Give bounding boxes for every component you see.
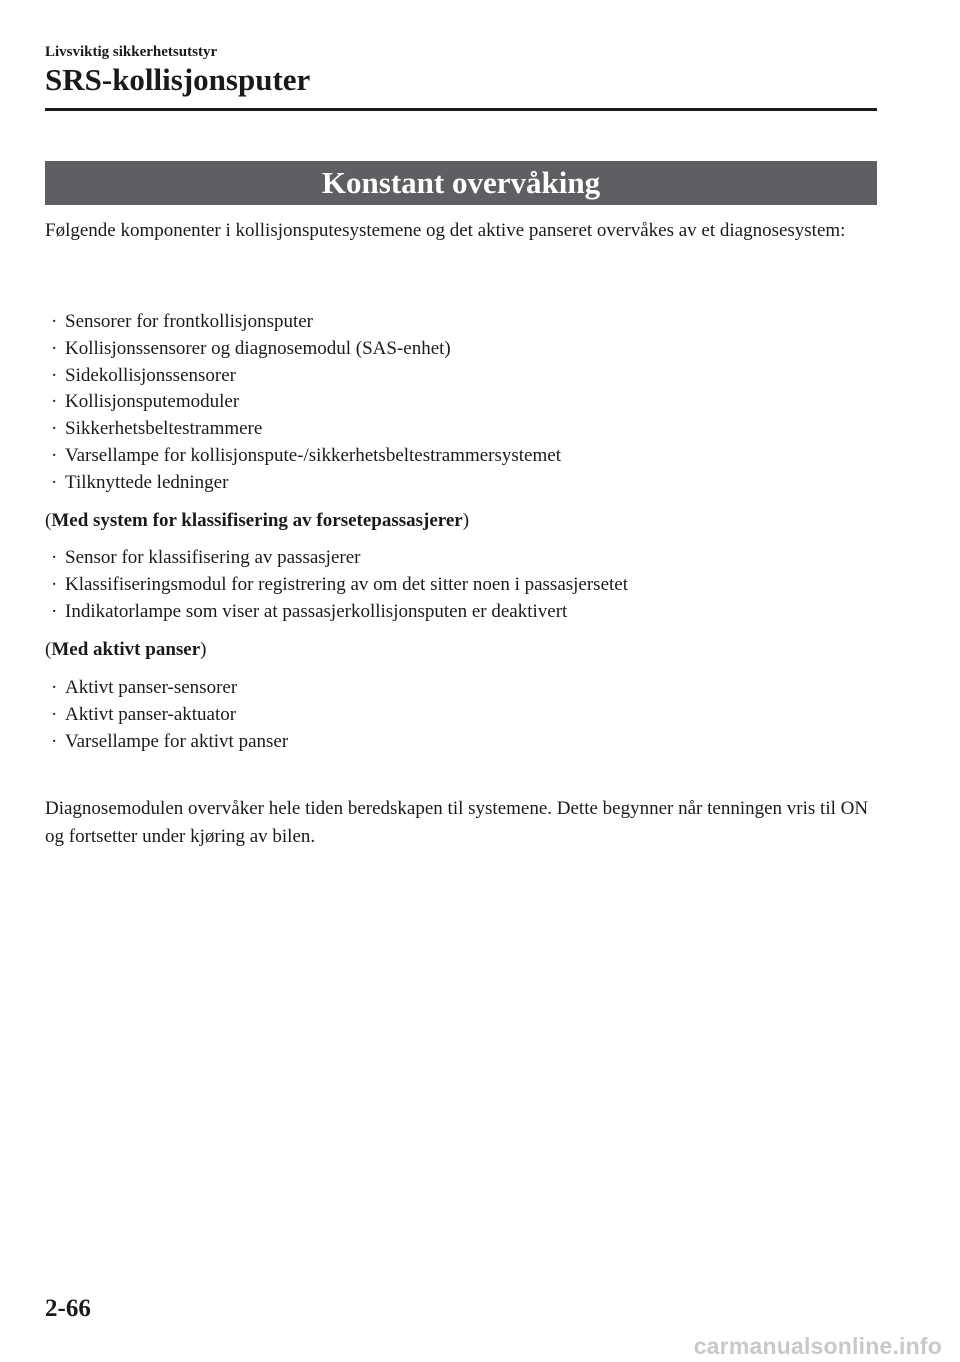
header-rule (45, 108, 877, 111)
list-item: · Tilknyttede ledninger (47, 470, 561, 497)
bullet-dot-icon: · (51, 337, 58, 359)
list-item: · Indikatorlampe som viser at passasjerkollisjonsputen er deaktivert (47, 599, 628, 626)
bullet-dot-icon: · (51, 600, 58, 622)
bullet-dot-icon: · (51, 703, 58, 725)
bullet-dot-icon: · (51, 418, 58, 440)
list-item: · Kollisjonssensorer og diagnosemodul (SAS-enhet) (47, 336, 561, 363)
page-number: 2-66 (45, 1295, 91, 1322)
bullet-dot-icon: · (51, 677, 58, 698)
section-title: SRS-kollisjonsputer (45, 62, 311, 97)
list-item: · Aktivt panser-aktuator (47, 702, 288, 729)
component-list (47, 309, 561, 497)
bullet-dot-icon: · (51, 364, 58, 386)
section-banner: Konstant overvåking (45, 161, 877, 205)
bullet-dot-icon: · (51, 391, 58, 413)
intro-paragraph: Følgende komponenter i kollisjonsputesystemene og det aktive panseret overvåkes av et diagnosesystem: (45, 220, 846, 241)
list-item: · Sikkerhetsbeltestrammere (47, 416, 561, 443)
watermark: carmanualsonline.info (693, 1333, 942, 1359)
list-item: · Kollisjonsputemoduler (47, 389, 561, 416)
passenger-list (47, 545, 628, 625)
bullet-dot-icon: · (51, 471, 58, 493)
list-item: · Sensorer for frontkollisjonsputer (47, 309, 561, 336)
bullet-dot-icon: · (51, 573, 58, 595)
list-item: · Aktivt panser-sensorer (47, 675, 288, 702)
bonnet-list (47, 675, 288, 755)
passenger-group-heading: (Med system for klassifisering av forsetepassasjerer) (45, 510, 470, 531)
list-item: · Sensor for klassifisering av passasjerer (47, 545, 628, 572)
list-item: · Klassifiseringsmodul for registrering av om det sitter noen i passasjersetet (47, 572, 628, 599)
bullet-dot-icon: · (51, 547, 58, 568)
list-item: · Varsellampe for aktivt panser (47, 729, 288, 756)
bullet-dot-icon: · (51, 311, 58, 332)
bonnet-group-heading: (Med aktivt panser) (45, 639, 207, 660)
bullet-dot-icon: · (51, 730, 58, 752)
closing-paragraph: Diagnosemodulen overvåker hele tiden beredskapen til systemene. Dette begynner når tenningen vris til ON og fortsetter under kjøring av bilen. (45, 798, 869, 847)
list-item: · Varsellampe for kollisjonspute-/sikkerhetsbeltestrammersystemet (47, 443, 561, 470)
chapter-label: Livsviktig sikkerhetsutstyr (45, 44, 218, 60)
bullet-dot-icon: · (51, 444, 58, 466)
list-item: · Sidekollisjonssensorer (47, 363, 561, 390)
